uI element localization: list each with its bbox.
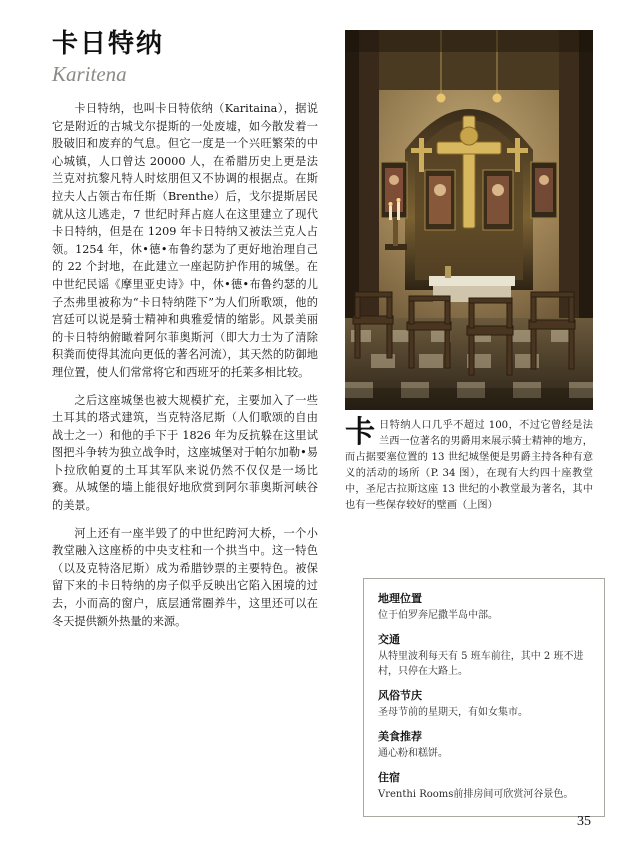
church-interior-photo — [345, 30, 593, 410]
info-head: 风俗节庆 — [378, 689, 422, 702]
info-head: 地理位置 — [378, 592, 422, 605]
info-text: 位于伯罗奔尼撒半岛中部。 — [378, 610, 498, 621]
photo-artwork — [345, 30, 593, 410]
info-item-location — [378, 591, 590, 623]
title-english: Karitena — [52, 61, 127, 86]
paragraph: 卡日特纳，也叫卡日特依纳（Karitaina），据说它是附近的古城戈尔提斯的一处废墟，如今散发着一股破旧和废弃的气息。但它一度是一个兴旺繁荣的中心城镇，人口曾达 20000 人，在希腊历史上更是法兰克对抗黎凡特人时炫朋但又不协调的根据点。在斯拉夫人占领古布任斯（Brenthe）后，戈尔提斯居民就从这儿逃走，7 世纪时拜占庭人在这里建立了现代卡日特纳，但是在 1209 年卡日特纳又被法兰克人占领。1254 年，休•德•布鲁约瑟为了更好地治理自己的 22 个封地，在此建立一座起防护作用的城堡。在中世纪民谣《摩里亚史诗》中，休•德•布鲁约瑟的儿子杰弗里被称为“卡日特纳陛下”为人们所歌颂，他的宫廷可以说是骑士精神和典雅爱情的缩影。风景美丽的卡日特纳俯瞰着阿尔菲奥斯河（即大力士为了清除积粪而使得其流向更低的著名河流），其天然的防御地理位置，使人们常常将它和西班牙的托莱多相比较。 — [52, 102, 318, 379]
paragraph: 之后这座城堡也被大规模扩充，主要加入了一些土耳其的塔式建筑，当克特洛尼斯（人们歌颂的自由战士之一）和他的手下于 1826 年为反抗躲在这里试图把斗争转为独立战争时，这座城堡对于帕尔加勒•易卜拉欣帕夏的土耳其军队来说仍然不仅仅是一场比赛。从城堡的墙上能很好地欣赏到阿尔菲奥斯河峡谷的美景。 — [52, 393, 318, 513]
info-head: 美食推荐 — [378, 730, 422, 743]
info-item-festivals — [378, 688, 590, 720]
info-item-food — [378, 729, 590, 761]
info-box — [363, 578, 605, 817]
info-text: 圣母节前的星期天，有如女集市。 — [378, 707, 528, 718]
info-item-accommodation — [378, 770, 590, 802]
info-item-transport — [378, 632, 590, 679]
photo-caption — [345, 415, 593, 514]
page-title — [52, 30, 312, 86]
paragraph: 河上还有一座半毁了的中世纪跨河大桥，一个小教堂融入这座桥的中央支柱和一个拱当中。这一特色（以及克特洛尼斯）成为希腊钞票的主要特色。被保留下来的卡日特纳的房子似乎反映出它陷入困境的过去，小而高的窗户，底层通常圈养牛，这里还可以在冬天提供额外热量的来源。 — [52, 526, 318, 628]
article-body — [52, 100, 318, 640]
info-text: Vrenthi Rooms前排房间可欣赏河谷景色。 — [378, 789, 574, 800]
caption-dropcap: 卡 — [345, 415, 375, 450]
info-text: 通心粉和糕饼。 — [378, 748, 448, 759]
page-number: 35 — [577, 814, 591, 829]
info-text: 从特里波利每天有 5 班车前往，其中 2 班不进村，只停在大路上。 — [378, 651, 584, 677]
caption-text: 日特纳人口几乎不超过 100，不过它曾经是法兰西一位著名的男爵用来展示骑士精神的地方，而占据要塞位置的 13 世纪城堡便是男爵主持各种有意义的活动的场所（P. 34 图），在现有大约四十座教堂中，圣尼古拉斯这座 13 世纪的小教堂最为著名，其中也有一些保存较好的壁画（上图） — [345, 420, 593, 511]
title-chinese: 卡日特纳 — [52, 29, 165, 59]
info-head: 交通 — [378, 633, 400, 646]
info-head: 住宿 — [378, 771, 400, 784]
